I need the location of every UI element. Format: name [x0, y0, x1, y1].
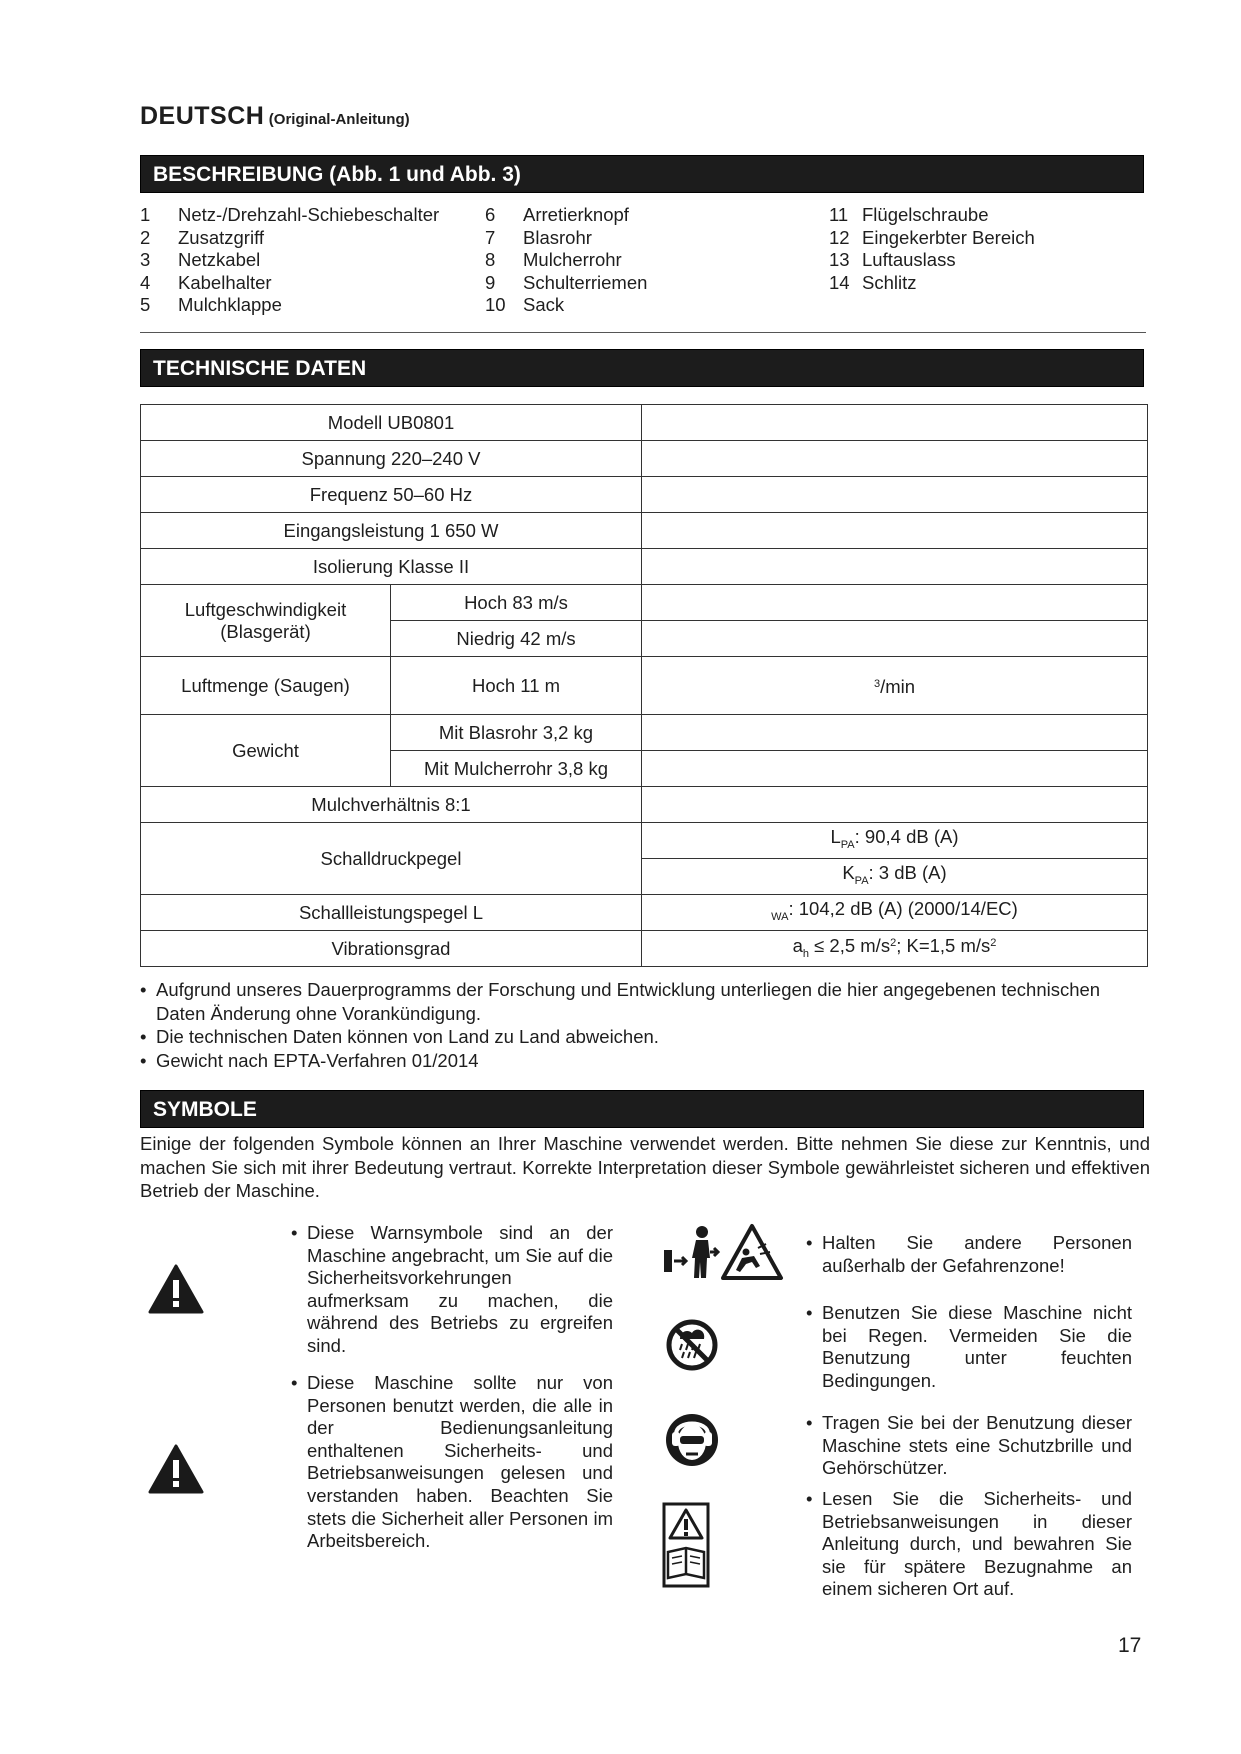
- description-item: 1 Netz-/Drehzahl-Schiebeschalter: [140, 204, 440, 225]
- table-row: [141, 657, 1148, 715]
- table-row: [141, 585, 1148, 621]
- spec-gewicht-blasrohr: Mit Blasrohr 3,2 kg: [391, 715, 642, 751]
- symbol-text: • Tragen Sie bei der Benutzung dieser Maschine stets eine Schutzbrille und Gehörschützer.: [806, 1412, 1132, 1479]
- note-item: • Die technischen Daten können von Land zu Land abweichen.: [140, 1025, 1150, 1049]
- description-item: 9 Schulterriemen: [485, 271, 648, 293]
- spec-vibrationsgrad-label: Vibrationsgrad: [141, 931, 642, 967]
- description-item: 12 Eingekerbter Bereich: [829, 226, 1035, 248]
- spec-kpa-value: $K_{PA}$: 3 dB (A): [642, 859, 1148, 895]
- spec-schalldruckpegel-label: Schalldruckpegel: [141, 823, 642, 895]
- table-row: [141, 715, 1148, 751]
- spec-schallleistungspegel-label: Schallleistungspegel L: [141, 895, 642, 931]
- symbols-intro: Einige der folgenden Symbole können an Ihrer Maschine verwendet werden. Bitte nehmen Sie diese zur Kenntnis, und machen Sie sich mit ihrer Bedeutung vertraut. Korrekte Interpretation dieser Symbole gewährleistet sicheren und effektiven Betrieb der Maschine.: [140, 1133, 1150, 1201]
- no-rain-icon: [664, 1317, 720, 1378]
- description-item: 2 Zusatzgriff: [140, 226, 265, 248]
- eye-ear-protection-icon: [664, 1412, 720, 1473]
- spec-luftgeschwindigkeit-niedrig: Niedrig 42 m/s: [391, 621, 642, 657]
- read-manual-icon: [662, 1502, 710, 1593]
- warning-triangle-icon: [148, 1444, 204, 1499]
- spec-gewicht-label: Gewicht: [141, 715, 391, 787]
- note-item: • Aufgrund unseres Dauerprogramms der Forschung und Entwicklung unterliegen die hier angegebenen technischen Daten Änderung ohne Vorankündigung.: [140, 978, 1150, 1025]
- symbol-text: • Diese Warnsymbole sind an der Maschine angebracht, um Sie auf die Sicherheitsvorkehrungen aufmerksam zu machen, die während des Betriebs zu ergreifen sind.: [291, 1222, 613, 1356]
- spec-vibration-value: $a_h \le 2,5$ $m/s^2$; K=1,5 $m/s^2$: [642, 931, 1148, 967]
- spec-luftgeschwindigkeit-hoch: Hoch 83 m/s: [391, 585, 642, 621]
- table-row: [141, 513, 1148, 549]
- description-item: 5 Mulchklappe: [140, 294, 282, 315]
- description-column-3: [829, 204, 1035, 294]
- description-item: 13 Luftauslass: [829, 249, 956, 270]
- table-row: [141, 405, 1148, 441]
- spec-luftmenge-unit: $^3$/min: [642, 657, 1148, 715]
- page-heading: [140, 102, 410, 131]
- spec-modell: Modell UB0801: [141, 405, 642, 441]
- warning-triangle-icon: [148, 1264, 204, 1319]
- table-row: [141, 549, 1148, 585]
- table-row: [141, 441, 1148, 477]
- spec-frequenz: Frequenz 50–60 Hz: [141, 477, 642, 513]
- symbol-text: • Lesen Sie die Sicherheits- und Betriebsanweisungen in dieser Anleitung durch, und bewahren Sie sie für spätere Bezugnahme an einem sicheren Ort auf.: [806, 1488, 1132, 1600]
- keep-distance-icon: [662, 1222, 784, 1289]
- spec-spannung: Spannung 220–240 V: [141, 441, 642, 477]
- section-divider: [140, 332, 1146, 333]
- technical-notes: [140, 978, 1150, 1072]
- description-item: 7 Blasrohr: [485, 226, 592, 248]
- table-row: [141, 477, 1148, 513]
- description-column-2: [485, 204, 647, 317]
- symbol-text: • Benutzen Sie diese Maschine nicht bei Regen. Vermeiden Sie die Benutzung unter feuchten Bedingungen.: [806, 1302, 1132, 1391]
- description-item: 10 Sack: [485, 294, 565, 315]
- description-column-1: [140, 204, 439, 317]
- spec-mulchverhaeltnis: Mulchverhältnis 8:1: [141, 787, 642, 823]
- spec-luftmenge-hoch: Hoch 11 m: [391, 657, 642, 715]
- table-row: [141, 787, 1148, 823]
- description-section-title: BESCHREIBUNG (Abb. 1 und Abb. 3): [140, 155, 1144, 193]
- technical-section-title: TECHNISCHE DATEN: [140, 349, 1144, 387]
- table-row: [141, 823, 1148, 859]
- technical-data-table: [140, 404, 1148, 967]
- spec-luftgeschwindigkeit-label: Luftgeschwindigkeit (Blasgerät): [141, 585, 391, 657]
- description-item: 11 Flügelschraube: [829, 204, 989, 225]
- description-item: 8 Mulcherrohr: [485, 249, 622, 270]
- description-item: 4 Kabelhalter: [140, 271, 272, 293]
- spec-lpa-value: $L_{PA}$: 90,4 dB (A): [642, 823, 1148, 859]
- symbol-text: • Halten Sie andere Personen außerhalb der Gefahrenzone!: [806, 1232, 1132, 1276]
- language-title: DEUTSCH: [140, 102, 265, 130]
- spec-gewicht-mulcherrohr: Mit Mulcherrohr 3,8 kg: [391, 751, 642, 787]
- spec-isolierung: Isolierung Klasse II: [141, 549, 642, 585]
- page-number: 17: [1118, 1634, 1142, 1657]
- description-item: 3 Netzkabel: [140, 249, 261, 270]
- language-subtitle: (Original-Anleitung): [268, 111, 410, 128]
- note-item: • Gewicht nach EPTA-Verfahren 01/2014: [140, 1049, 1150, 1073]
- symbol-text: • Diese Maschine sollte nur von Personen benutzt werden, die alle in der Bedienungsanleitung enthaltenen Sicherheits- und Betriebsanweisungen gelesen und verstanden haben. Beachten Sie stets die Sicherheit aller Personen im Arbeitsbereich.: [291, 1372, 613, 1552]
- spec-eingangsleistung: Eingangsleistung 1 650 W: [141, 513, 642, 549]
- symbols-section-title: SYMBOLE: [140, 1090, 1144, 1128]
- spec-luftmenge-label: Luftmenge (Saugen): [141, 657, 391, 715]
- description-item: 6 Arretierknopf: [485, 204, 629, 225]
- spec-lwa-value: $_{WA}$: 104,2 dB (A) (2000/14/EC): [642, 895, 1148, 931]
- table-row: [141, 931, 1148, 967]
- description-item: 14 Schlitz: [829, 271, 917, 293]
- table-row: [141, 895, 1148, 931]
